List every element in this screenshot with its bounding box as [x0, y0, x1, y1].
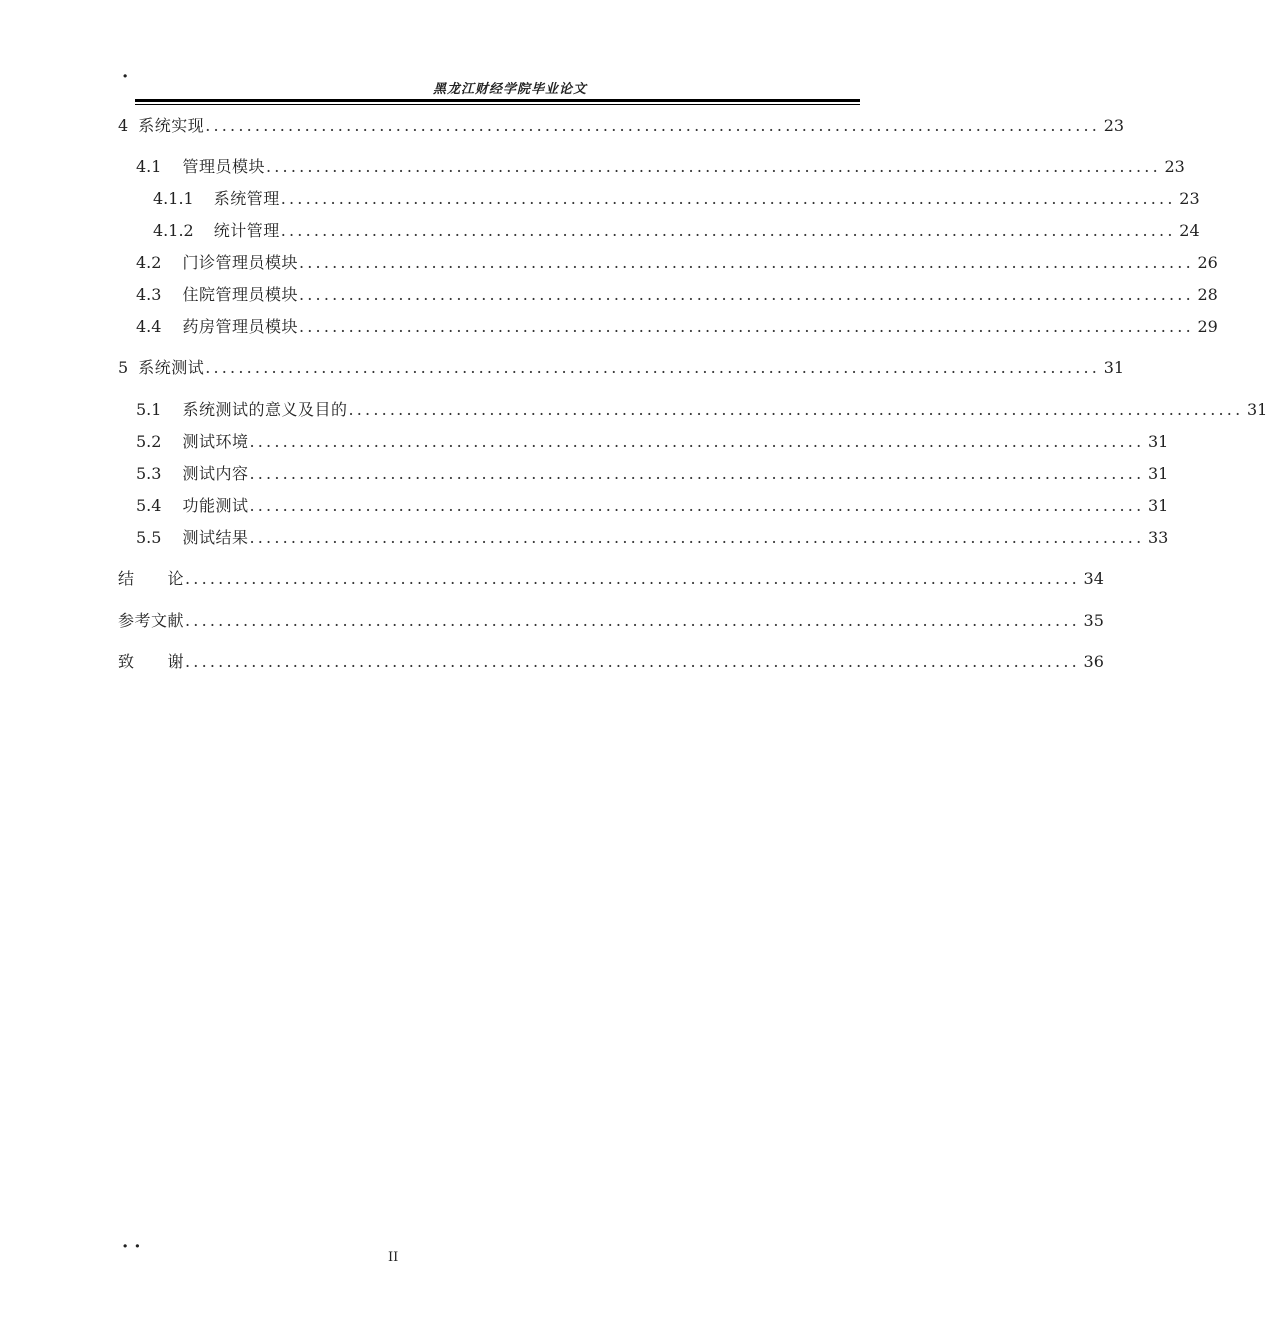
toc-entry-conclusion[interactable]	[118, 569, 1104, 589]
toc-leader-dots: ............................................................................................................	[280, 221, 1176, 240]
toc-entry-title: 参考文献	[118, 611, 185, 630]
toc-entry-5-5[interactable]	[136, 528, 1169, 548]
footer-page-number: II	[388, 1250, 399, 1265]
toc-entry-4-3[interactable]	[136, 285, 1218, 305]
toc-entry-page: 36	[1083, 652, 1104, 671]
toc-entry-5[interactable]	[118, 358, 1125, 378]
toc-entry-title: 住院管理员模块	[182, 285, 298, 304]
toc-leader-dots: ............................................................................................................	[265, 157, 1161, 176]
toc-entry-number: 5.3	[136, 464, 162, 483]
toc-leader-dots: ............................................................................................................	[249, 496, 1145, 515]
toc-entry-page: 23	[1164, 157, 1185, 176]
toc-entry-5-4[interactable]	[136, 496, 1169, 516]
toc-entry-title: 功能测试	[182, 496, 249, 515]
toc-entry-5-2[interactable]	[136, 432, 1169, 452]
toc-entry-4-4[interactable]	[136, 317, 1218, 337]
toc-entry-page: 31	[1148, 496, 1169, 515]
toc-leader-dots: ............................................................................................................	[249, 528, 1145, 547]
toc-entry-number: 4	[118, 116, 129, 135]
toc-entry-title: 门诊管理员模块	[182, 253, 298, 272]
toc-entry-page: 23	[1179, 189, 1200, 208]
toc-entry-page: 24	[1179, 221, 1200, 240]
toc-leader-dots: ............................................................................................................	[205, 358, 1101, 377]
toc-entry-page: 33	[1148, 528, 1169, 547]
toc-entry-title: 系统测试	[138, 358, 205, 377]
header-bullet: ·	[122, 66, 129, 87]
toc-entry-page: 23	[1103, 116, 1125, 135]
header-title: 黑龙江财经学院毕业论文	[432, 82, 587, 97]
toc-entry-references[interactable]	[118, 611, 1104, 631]
toc-leader-dots: ............................................................................................................	[185, 611, 1080, 630]
toc-leader-dots: ............................................................................................................	[185, 569, 1080, 588]
toc-entry-page: 31	[1148, 464, 1169, 483]
toc-leader-dots: ............................................................................................................	[205, 116, 1101, 135]
toc-entry-number: 4.3	[136, 285, 162, 304]
toc-entry-title: 测试结果	[182, 528, 249, 547]
toc-leader-dots: ............................................................................................................	[185, 652, 1080, 671]
toc-entry-page: 28	[1197, 285, 1218, 304]
toc-entry-4-1[interactable]	[136, 157, 1185, 177]
toc-entry-page: 35	[1083, 611, 1104, 630]
toc-entry-4-1-1[interactable]	[153, 189, 1200, 209]
toc-entry-title: 测试内容	[182, 464, 249, 483]
toc-entry-number: 5	[118, 358, 129, 377]
toc-entry-page: 26	[1197, 253, 1218, 272]
toc-entry-number: 5.5	[136, 528, 162, 547]
toc-entry-title: 药房管理员模块	[182, 317, 298, 336]
toc-entry-title: 结 论	[118, 569, 185, 588]
header-rule	[135, 99, 860, 105]
toc-entry-number: 4.1.2	[153, 221, 194, 240]
toc-entry-number: 5.2	[136, 432, 162, 451]
toc-entry-4-2[interactable]	[136, 253, 1218, 273]
toc-entry-5-3[interactable]	[136, 464, 1169, 484]
toc-entry-title: 致 谢	[118, 652, 185, 671]
toc-entry-title: 测试环境	[182, 432, 249, 451]
toc-entry-number: 5.1	[136, 400, 162, 419]
toc-entry-number: 5.4	[136, 496, 162, 515]
toc-entry-number: 4.4	[136, 317, 162, 336]
toc-entry-page: 31	[1103, 358, 1125, 377]
footer-bullets: ··	[122, 1236, 147, 1257]
toc-leader-dots: ............................................................................................................	[249, 464, 1145, 483]
toc-leader-dots: ............................................................................................................	[298, 285, 1194, 304]
toc-leader-dots: ............................................................................................................	[249, 432, 1145, 451]
toc-entry-title: 系统管理	[213, 189, 280, 208]
toc-entry-4-1-2[interactable]	[153, 221, 1200, 241]
toc-entry-title: 管理员模块	[182, 157, 265, 176]
toc-entry-number: 4.2	[136, 253, 162, 272]
toc-entry-acknowledgements[interactable]	[118, 652, 1104, 672]
toc-entry-4[interactable]	[118, 116, 1125, 136]
toc-entry-page: 31	[1247, 400, 1267, 419]
toc-entry-5-1[interactable]	[136, 400, 1267, 420]
toc-entry-page: 34	[1083, 569, 1104, 588]
toc-entry-title: 统计管理	[213, 221, 280, 240]
toc-leader-dots: ............................................................................................................	[280, 189, 1176, 208]
toc-leader-dots: ............................................................................................................	[298, 253, 1194, 272]
toc-entry-number: 4.1.1	[153, 189, 194, 208]
toc-leader-dots: ............................................................................................................	[298, 317, 1194, 336]
toc-entry-page: 31	[1148, 432, 1169, 451]
toc-entry-page: 29	[1197, 317, 1218, 336]
toc-entry-number: 4.1	[136, 157, 162, 176]
toc-entry-title: 系统测试的意义及目的	[182, 400, 348, 419]
toc-entry-title: 系统实现	[138, 116, 205, 135]
toc-leader-dots: ............................................................................................................	[348, 400, 1244, 419]
